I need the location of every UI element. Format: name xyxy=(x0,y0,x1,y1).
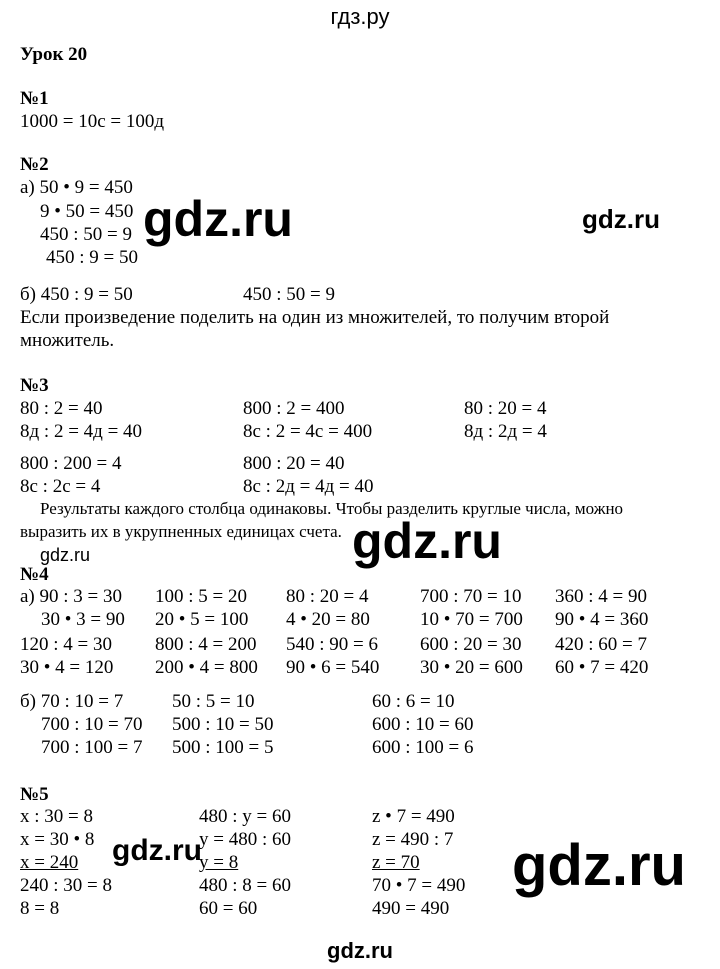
task4-cell: 200 • 4 = 800 xyxy=(155,657,258,678)
lesson-title: Урок 20 xyxy=(20,44,88,65)
task4-cell: 30 • 3 = 90 xyxy=(41,609,125,630)
site-header: гдз.ру xyxy=(330,4,390,29)
site-footer: gdz.ru xyxy=(327,938,393,963)
task3-cell: 8д : 2д = 4 xyxy=(464,421,547,442)
task5-col2-line: 480 : 8 = 60 xyxy=(199,875,291,896)
task4-cell: 540 : 90 = 6 xyxy=(286,634,378,655)
task2-a-line: а) 50 • 9 = 450 xyxy=(20,177,133,198)
task4-b-cell: 500 : 100 = 5 xyxy=(172,737,274,758)
task4-cell: 100 : 5 = 20 xyxy=(155,586,247,607)
task4-cell: 700 : 70 = 10 xyxy=(420,586,522,607)
task5-heading: №5 xyxy=(20,784,49,805)
task4-cell: 30 • 4 = 120 xyxy=(20,657,114,678)
task3-cell: 80 : 2 = 40 xyxy=(20,398,103,419)
task2-a-line: 9 • 50 = 450 xyxy=(40,201,134,222)
task5-col1-answer: х = 240 xyxy=(20,852,79,873)
task5-col2-line: у = 480 : 60 xyxy=(199,829,291,850)
task4-b-cell: 700 : 100 = 7 xyxy=(41,737,143,758)
task2-conclusion: Если произведение поделить на один из множителей, то получим второй xyxy=(20,307,610,328)
task2-heading: №2 xyxy=(20,154,49,175)
task5-col2-line: 480 : у = 60 xyxy=(199,806,291,827)
task4-cell: 10 • 70 = 700 xyxy=(420,609,523,630)
task1-heading: №1 xyxy=(20,88,49,109)
task5-col3-line: z = 490 : 7 xyxy=(372,829,454,850)
task4-cell: 120 : 4 = 30 xyxy=(20,634,112,655)
task4-cell: 360 : 4 = 90 xyxy=(555,586,647,607)
task3-cell: 8с : 2с = 4 xyxy=(20,476,101,497)
task4-cell: 4 • 20 = 80 xyxy=(286,609,370,630)
task4-cell: 20 • 5 = 100 xyxy=(155,609,249,630)
task5-col2-answer: у = 8 xyxy=(199,852,239,873)
task5-col1-line: 240 : 30 = 8 xyxy=(20,875,112,896)
task4-heading: №4 xyxy=(20,564,49,585)
watermark-small-2: gdz.ru xyxy=(40,545,91,565)
task4-b-cell: 60 : 6 = 10 xyxy=(372,691,455,712)
task3-conclusion: выразить их в укрупненных единицах счета. xyxy=(20,522,342,541)
task3-conclusion: Результаты каждого столбца одинаковы. Чтобы разделить круглые числа, можно xyxy=(40,499,624,518)
task2-conclusion: множитель. xyxy=(20,330,115,351)
task3-cell: 800 : 200 = 4 xyxy=(20,453,122,474)
task4-b-cell: б) 70 : 10 = 7 xyxy=(20,691,124,712)
task5-col3-answer: z = 70 xyxy=(372,852,420,873)
task4-cell: 30 • 20 = 600 xyxy=(420,657,523,678)
task3-cell: 800 : 20 = 40 xyxy=(243,453,345,474)
task3-cell: 8с : 2д = 4д = 40 xyxy=(243,476,374,497)
task3-cell: 8с : 2 = 4с = 400 xyxy=(243,421,373,442)
task3-cell: 80 : 20 = 4 xyxy=(464,398,547,419)
task1-line: 1000 = 10с = 100д xyxy=(20,111,165,132)
task5-col2-line: 60 = 60 xyxy=(199,898,258,919)
task2-b-line: 450 : 50 = 9 xyxy=(243,284,335,305)
task4-b-cell: 500 : 10 = 50 xyxy=(172,714,274,735)
task2-b-line: б) 450 : 9 = 50 xyxy=(20,284,133,305)
task5-col3-line: z • 7 = 490 xyxy=(372,806,455,827)
task4-b-cell: 600 : 10 = 60 xyxy=(372,714,474,735)
task2-a-line: 450 : 9 = 50 xyxy=(46,247,138,268)
task5-col1-line: х : 30 = 8 xyxy=(20,806,93,827)
task2-a-line: 450 : 50 = 9 xyxy=(40,224,132,245)
task4-cell: 420 : 60 = 7 xyxy=(555,634,647,655)
task5-col1-line: х = 30 • 8 xyxy=(20,829,95,850)
task3-cell: 8д : 2 = 4д = 40 xyxy=(20,421,143,442)
task4-cell: 800 : 4 = 200 xyxy=(155,634,257,655)
watermark-large-2: gdz.ru xyxy=(352,513,502,569)
task5-col1-line: 8 = 8 xyxy=(20,898,60,919)
watermark-large-3: gdz.ru xyxy=(512,833,686,898)
watermark-large-1: gdz.ru xyxy=(143,191,293,247)
watermark-small-1: gdz.ru xyxy=(582,204,660,234)
task4-b-cell: 700 : 10 = 70 xyxy=(41,714,143,735)
task4-cell: а) 90 : 3 = 30 xyxy=(20,586,123,607)
task5-col3-line: 70 • 7 = 490 xyxy=(372,875,466,896)
task3-cell: 800 : 2 = 400 xyxy=(243,398,345,419)
task4-cell: 60 • 7 = 420 xyxy=(555,657,649,678)
task4-cell: 90 • 6 = 540 xyxy=(286,657,380,678)
task3-heading: №3 xyxy=(20,375,49,396)
task4-cell: 80 : 20 = 4 xyxy=(286,586,369,607)
task4-cell: 600 : 20 = 30 xyxy=(420,634,522,655)
task4-b-cell: 600 : 100 = 6 xyxy=(372,737,474,758)
task4-cell: 90 • 4 = 360 xyxy=(555,609,649,630)
task5-col3-line: 490 = 490 xyxy=(372,898,450,919)
watermark-small-3: gdz.ru xyxy=(112,834,202,867)
task4-b-cell: 50 : 5 = 10 xyxy=(172,691,255,712)
